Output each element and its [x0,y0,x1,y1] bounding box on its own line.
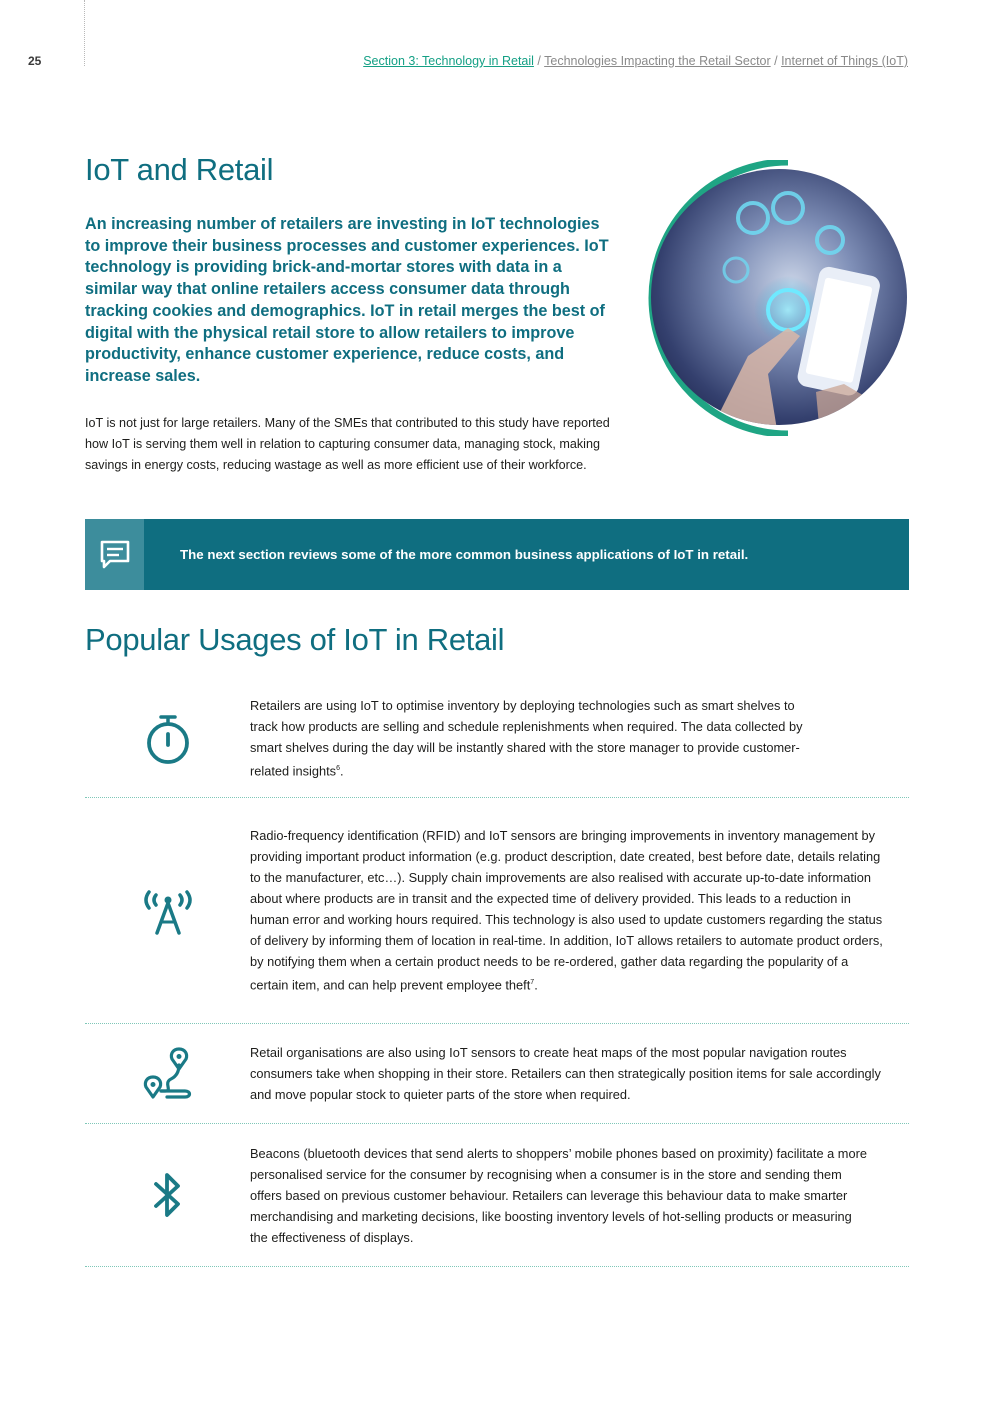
usage-text: Retail organisations are also using IoT sensors to create heat maps of the most popular navigation routes consumers take when shopping in their store. Retailers can then strategically position items for sale accordingly and move popular stock to quieter parts of the store when required. [250,1045,881,1102]
usage-list [85,680,909,1267]
footnote-ref[interactable]: 7 [530,979,535,987]
stopwatch-icon [144,713,192,765]
rfid-antenna-icon [139,886,197,936]
breadcrumb-subsection-link[interactable]: Technologies Impacting the Retail Sector [544,54,771,68]
callout-text: The next section reviews some of the more common business applications of IoT in retail. [180,547,749,562]
callout-icon-box [85,519,144,590]
route-pins-icon [141,1047,195,1101]
usage-text: Retailers are using IoT to optimise inventory by deploying technologies such as smart shelves to track how products are selling and schedule replenishments when required. The data collected by smart shelves during the day will be instantly shared with the store manager to provide customer-related insights$^6$. [250,698,803,779]
speech-bubble-icon [98,538,132,572]
usage-text: Radio-frequency identification (RFID) and IoT sensors are bringing improvements in inventory management by providing important product information (e.g. product description, date created, best before date, details relating to the manufacturer, etc…). Supply chain improvements are also realised with accurate up-to-date information about where products are in transit and the expected time of delivery provided. This leads to a reduction in human error and working hours required. This technology is also used to update customers regarding the status of delivery by informing them of location in real-time. In addition, IoT allows retailers to automate product orders, by notifying them when a certain product needs to be re-ordered, gather data regarding the popularity of a certain item, and can help prevent employee theft$^7$. [250,828,883,993]
breadcrumb-topic-link[interactable]: Internet of Things (IoT) [781,54,908,68]
footnote-ref[interactable]: 6 [336,765,340,773]
usage-item-beacons [85,1124,909,1267]
callout-banner [85,519,909,590]
intro-paragraph: An increasing number of retailers are investing in IoT technologies to improve their business processes and customer experiences. IoT technology is providing brick-and-mortar stores with data in a similar way that online retailers access consumer data through tracking cookies and demographics. IoT in retail merges the best of digital with the physical retail store to allow retailers to improve productivity, enhance customer experience, reduce costs, and increase sales. [85,215,609,385]
vertical-divider [84,0,85,66]
body-paragraph: IoT is not just for large retailers. Many of the SMEs that contributed to this study have reported how IoT is serving them well in relation to capturing consumer data, managing stock, making savings in energy costs, reducing wastage as well as more efficient use of their workforce. [85,416,610,472]
page-number: 25 [28,54,42,68]
usage-item-heat-maps [85,1024,909,1124]
section-title: Popular Usages of IoT in Retail [85,622,505,657]
breadcrumb [363,54,908,68]
usage-item-rfid [85,798,909,1024]
breadcrumb-section-link[interactable]: Section 3: Technology in Retail [363,54,534,68]
usage-text: Beacons (bluetooth devices that send alerts to shoppers’ mobile phones based on proximity) facilitate a more personalised service for the consumer by recognising when a consumer is in the store and sending them offers based on previous customer behaviour. Retailers can leverage this behaviour data to make smarter merchandising and marketing decisions, like boosting inventory levels of hot-selling products or measuring the effectiveness of displays. [250,1145,867,1245]
breadcrumb-separator: / [533,54,545,68]
bluetooth-icon [151,1170,185,1220]
hero-image [648,160,910,436]
breadcrumb-separator: / [770,54,782,68]
section-title: IoT and Retail [85,152,274,187]
usage-item-smart-shelves [85,680,909,798]
